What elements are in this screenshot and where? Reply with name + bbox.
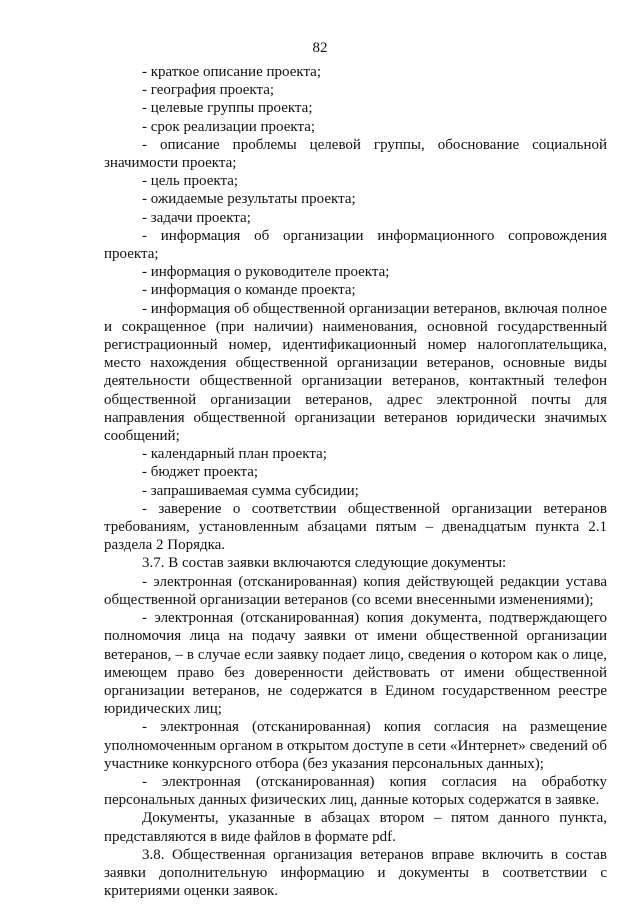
list-item-term: - срок реализации проекта; bbox=[142, 118, 316, 135]
document-body bbox=[104, 63, 607, 900]
paragraph-pdf-format: Документы, указанные в абзацах втором – пятом данного пункта, представляются в виде файлов в формате pdf. bbox=[104, 810, 607, 845]
list-item-short-description: - краткое описание проекта; bbox=[142, 64, 322, 80]
list-item-geography: - география проекта; bbox=[142, 82, 275, 99]
list-item-calendar-plan: - календарный план проекта; bbox=[142, 446, 327, 463]
list-item-project-head: - информация о руководителе проекта; bbox=[142, 264, 390, 281]
list-item-project-team: - информация о команде проекта; bbox=[142, 282, 356, 299]
section-3-8: 3.8. Общественная организация ветеранов вправе включить в состав заявки дополнительную информацию и документы в соответствии с критериями оценки заявок. bbox=[104, 846, 607, 900]
doc-item-authority-copy: - электронная (отсканированная) копия документа, подтверждающего полномочия лица на подачу заявки от имени общественной организации ветеранов, – в случае если заявку подает лицо, сведения о котором как о лице, имеющем право без доверенности действовать от имени общественной организации ветеранов, не содержатся в Едином государственном реестре юридических лиц; bbox=[104, 610, 607, 718]
list-item-goal: - цель проекта; bbox=[142, 173, 239, 190]
list-item-expected-results: - ожидаемые результаты проекта; bbox=[142, 191, 356, 208]
list-item-target-groups: - целевые группы проекта; bbox=[142, 100, 313, 117]
doc-item-charter-copy: - электронная (отсканированная) копия действующей редакции устава общественной организации ветеранов (со всеми внесенными изменениями); bbox=[104, 573, 607, 608]
list-item-tasks: - задачи проекта; bbox=[142, 209, 251, 226]
doc-item-personal-data-consent: - электронная (отсканированная) копия согласия на обработку персональных данных физических лиц, данные которых содержатся в заявке. bbox=[104, 773, 607, 809]
doc-item-publication-consent: - электронная (отсканированная) копия согласия на размещение уполномоченным органом в открытом доступе в сети «Интернет» сведений об участнике конкурсного отбора (без указания персональных данных); bbox=[104, 719, 607, 772]
list-item-problem-description: - описание проблемы целевой группы, обоснование социальной значимости проекта; bbox=[104, 136, 607, 172]
list-item-info-support: - информация об организации информационного сопровождения проекта; bbox=[104, 227, 607, 263]
list-item-budget: - бюджет проекта; bbox=[142, 464, 259, 481]
list-item-organization-info: - информация об общественной организации ветеранов, включая полное и сокращенное (при наличии) наименования, основной государственный регистрационный номер, идентификационный номер налогоплательщика, место нахождения общественной организации ветеранов, основные виды деятельности общественной организации ветеранов, контактный телефон общественной организации ветеранов, адрес электронной почты для направления общественной организации ветеранов юридически значимых сообщений; bbox=[104, 300, 607, 445]
section-3-7-heading: 3.7. В состав заявки включаются следующие документы: bbox=[142, 555, 507, 572]
list-item-compliance-assurance: - заверение о соответствии общественной организации ветеранов требованиям, установленным абзацами пятым – двенадцатым пункта 2.1 раздела 2 Порядка. bbox=[104, 500, 607, 554]
page-number: 82 bbox=[312, 40, 328, 56]
list-item-subsidy-amount: - запрашиваемая сумма субсидии; bbox=[142, 482, 359, 499]
